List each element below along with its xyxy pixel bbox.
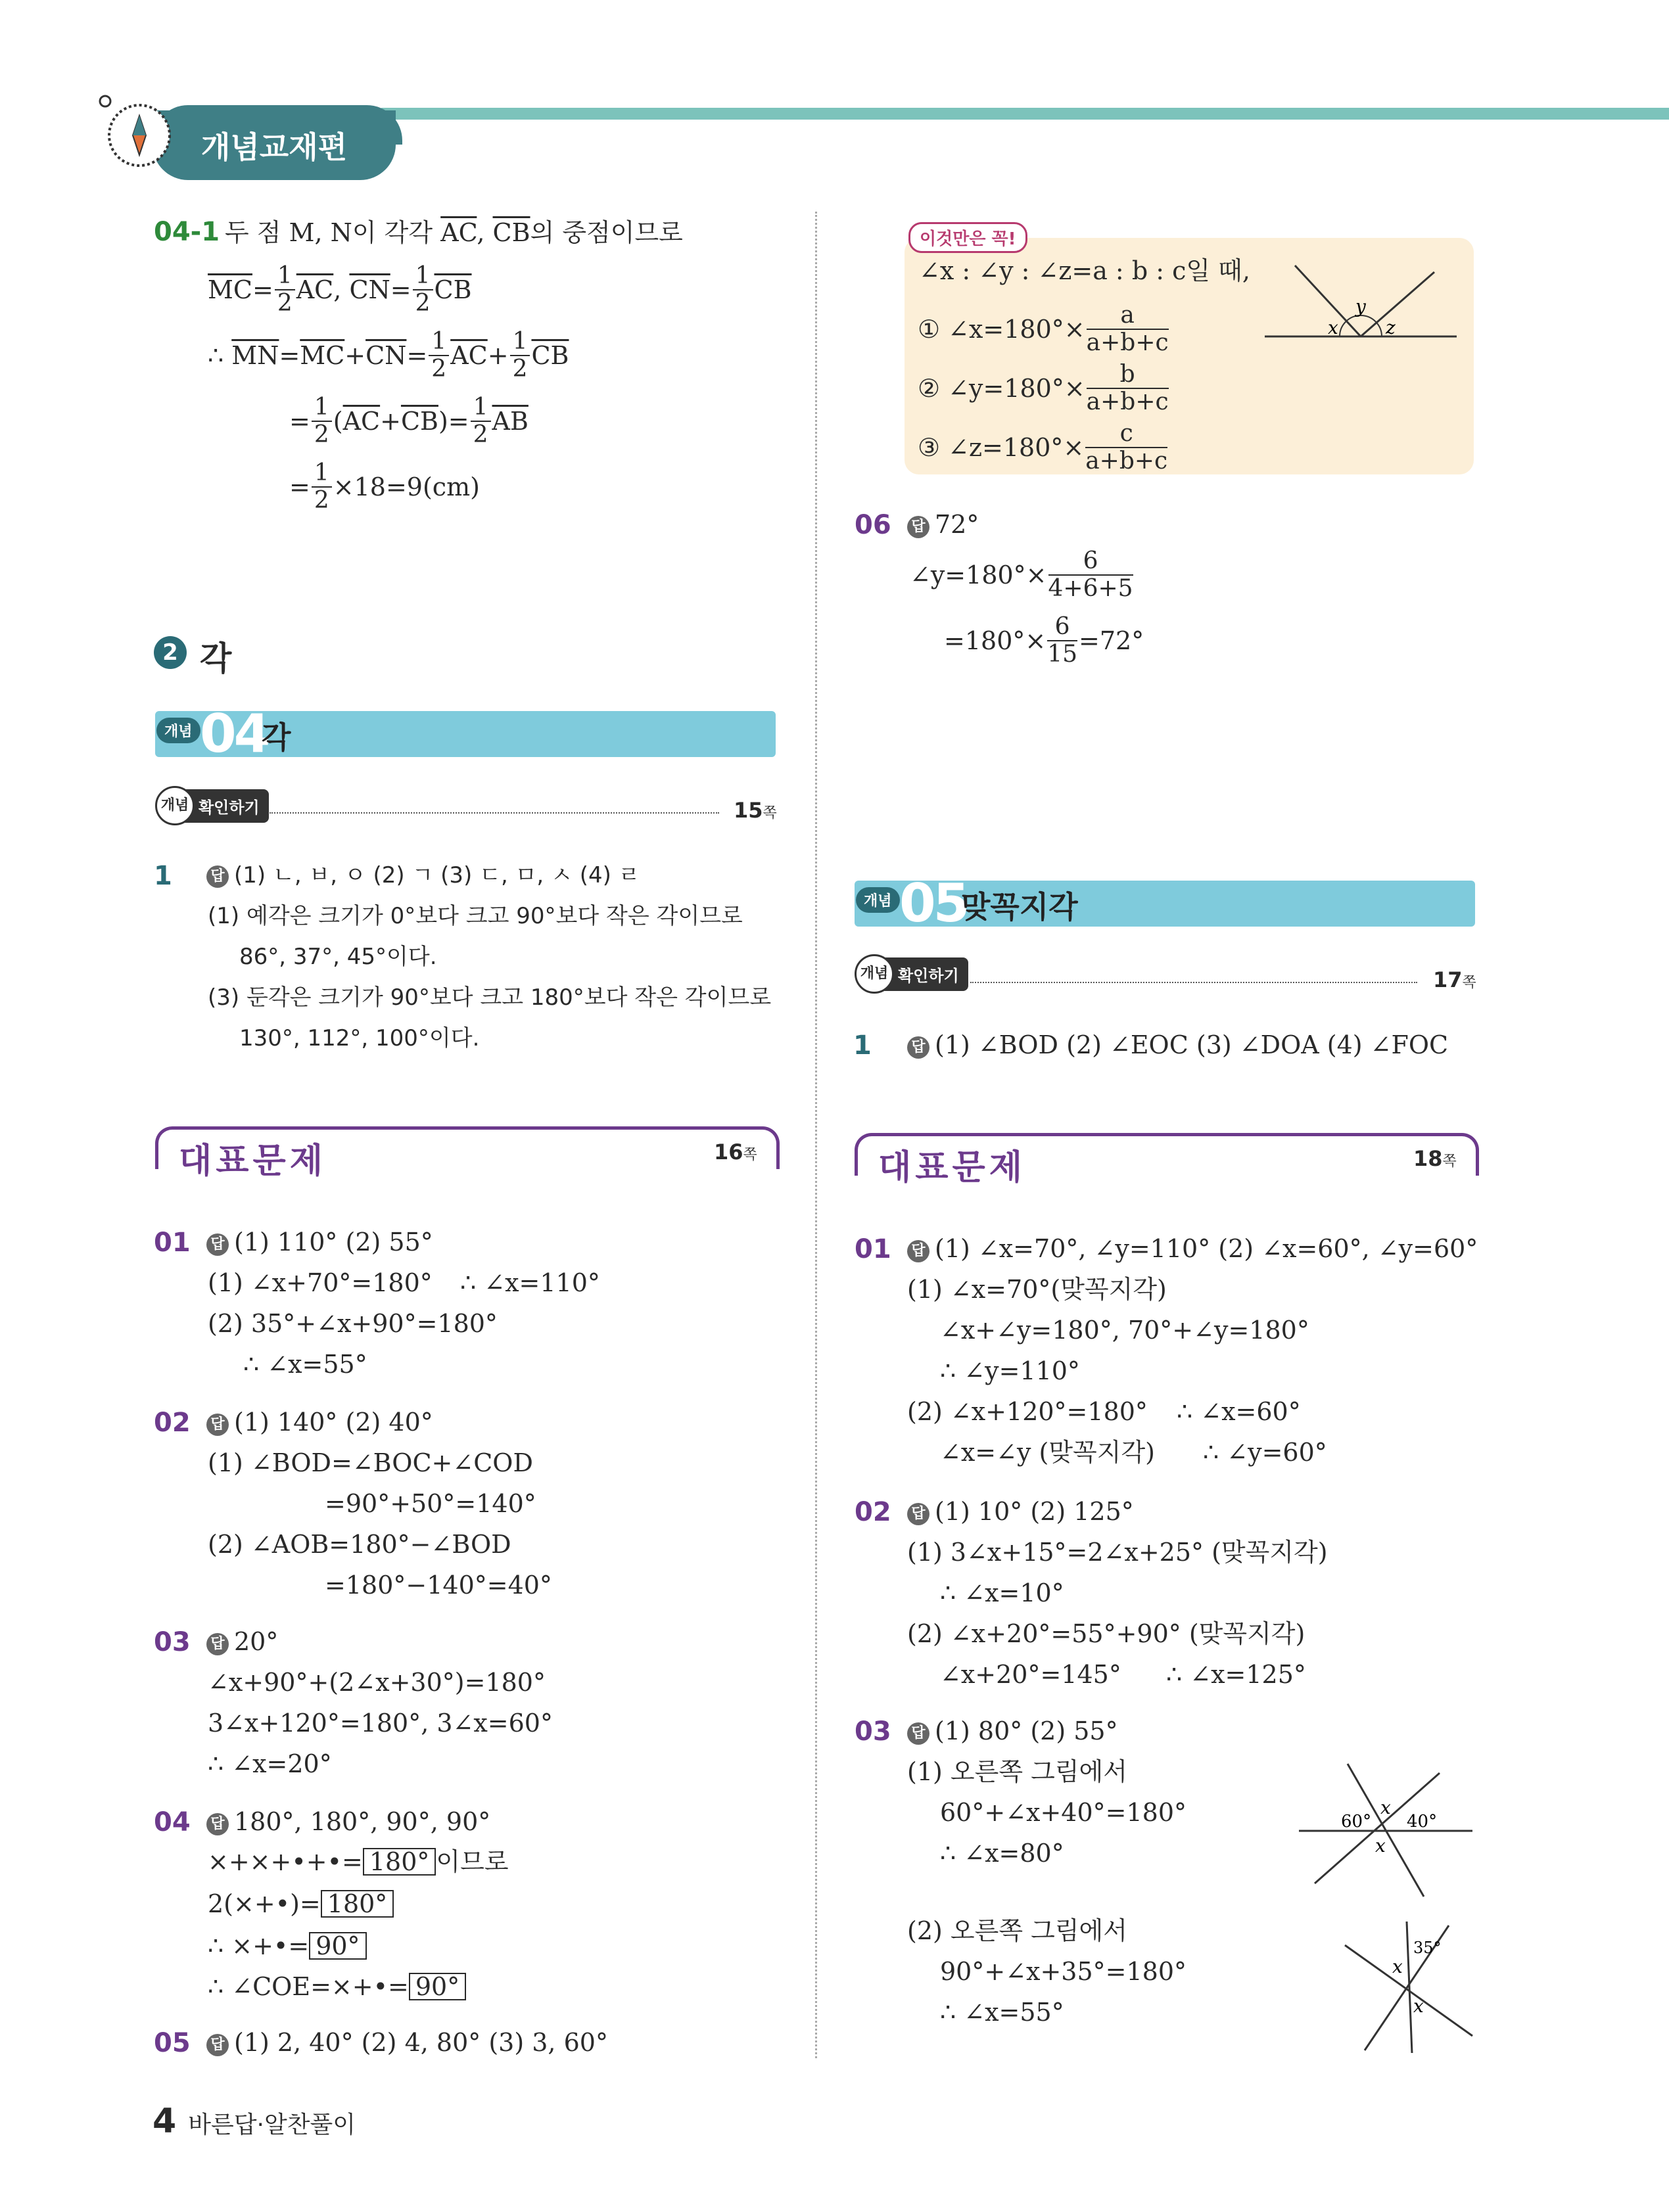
svg-text:x: x [1380,1797,1391,1818]
text-line: 86°, 37°, 45°이다. [239,944,437,970]
answer-icon: 답 [907,1722,929,1745]
concept-title: 맞꼭지각 [961,889,1078,925]
svg-text:x: x [1375,1835,1386,1856]
check-label: 개념 확인하기 [855,954,968,994]
text-line: (1) ∠x=70°(맞꼭지각) [907,1275,1167,1304]
problem-number: 03 [855,1717,891,1747]
text-line: 130°, 112°, 100°이다. [239,1025,480,1051]
equation-line: $\overline{MC}$ = $\frac{1}{2}$ $\overline{AC}$ , $\overline{CN}$ = $\frac{1}{2}$ $\overline{CB}$ [208,262,472,317]
text-line: ∠x+90°+(2∠x+30°)=180° [208,1668,546,1697]
answer-line: 답 (1) 2, 40° (2) 4, 80° (3) 3, 60° [206,2029,608,2056]
header-bar [381,108,1669,120]
answer-line: 답 (1) 110° (2) 55° [206,1229,433,1256]
answer-line: 답 (1) 140° (2) 40° [206,1409,433,1436]
formula-line: ② ∠y=180°× $\frac{b}{a+b+c}$ [918,361,1169,415]
svg-text:x: x [1413,1995,1424,2017]
answer-line: 답 180°, 180°, 90°, 90° [206,1809,490,1835]
problem-number: 1 [853,1030,872,1061]
answer-icon: 답 [206,1233,229,1256]
text-line: 90°+∠x+35°=180° [940,1957,1187,1986]
text-line: ∴ ∠y=60° [1203,1438,1327,1467]
text-line: ∴ ∠x=55° [243,1350,367,1379]
text-line: ∴ ∠y=110° [940,1356,1080,1385]
problem-number: 06 [855,510,891,540]
problem-number: 05 [154,2028,191,2058]
section-title: 각 [200,639,232,678]
answer-icon: 답 [206,1414,229,1436]
answer-icon: 답 [206,865,229,888]
compass-icon [96,92,175,171]
svg-text:40°: 40° [1407,1812,1438,1832]
text-line: ∴ ∠x=125° [1166,1660,1306,1689]
answer-icon: 답 [907,1503,929,1525]
text-line: 3∠x+120°=180°, 3∠x=60° [208,1709,553,1738]
angle-figure [1262,256,1459,348]
text-line: (2) ∠AOB=180°−∠BOD [208,1530,511,1559]
vertical-angles-figure-1 [1295,1761,1479,1906]
answer-icon: 답 [206,2034,229,2056]
text-line: (3) 둔각은 크기가 90°보다 크고 180°보다 작은 각이므로 [208,984,772,1011]
text-line: =180°−140°=40° [325,1571,552,1600]
svg-text:x: x [1328,317,1338,338]
answer-icon: 답 [907,1240,929,1262]
text-line: (2) ∠x+20°=55°+90° (맞꼭지각) [907,1619,1305,1648]
answer-line: 답 (1) ∠BOD (2) ∠EOC (3) ∠DOA (4) ∠FOC [907,1032,1448,1059]
svg-text:z: z [1386,317,1396,338]
column-divider [815,212,817,2058]
text-line: =90°+50°=140° [325,1489,536,1518]
text-line: ∴ ∠x=55° [940,1998,1064,2027]
svg-text:y: y [1355,296,1366,317]
svg-text:60°: 60° [1341,1812,1372,1832]
dotted-leader [970,982,1417,983]
concept-badge: 개념 [156,718,200,743]
text-line: ∴ ∠x=80° [940,1839,1064,1868]
formula-line: ③ ∠z=180°× $\frac{c}{a+b+c}$ [918,420,1168,474]
equation-line: ∴ $\overline{MN}$ = $\overline{MC}$ + $\overline{CN}$ = $\frac{1}{2}$ $\overline{AC}$ + $\frac{1}{2}$ $\overline{CB}$ [208,328,569,382]
text-line: ∠x : ∠y : ∠z=a : b : c일 때, [919,256,1250,285]
problem-number: 04 [154,1807,191,1837]
answer-line: 답 (1) 10° (2) 125° [907,1498,1134,1525]
concept-number: 05 [899,873,968,934]
footer [153,2102,356,2141]
note-label: 이것만은 꼭! [908,222,1027,253]
text-line: ∴ ∠COE=×+•= 90° [208,1973,466,2000]
text-line: (1) 오른쪽 그림에서 [907,1757,1127,1786]
page-ref: 16쪽 [714,1140,757,1164]
answer-icon: 답 [907,1036,929,1059]
page-ref: 18쪽 [1413,1146,1457,1171]
problem-number: 04-1 [154,217,220,247]
header-label: 개념교재편 [200,129,348,165]
problem-number: 1 [154,861,172,891]
equation-line: = $\frac{1}{2}$ ×18=9(cm) [289,459,480,514]
page-ref: 15쪽 [734,798,777,823]
equation-line: ∠y=180°× $\frac{6}{4+6+5}$ [910,547,1133,602]
text-line: ∴ ×+•= 90° [208,1932,367,1960]
footer-text: 바른답·알찬풀이 [188,2111,356,2138]
text-line: (2) 35°+∠x+90°=180° [208,1309,498,1338]
svg-text:x: x [1392,1956,1403,1977]
text-line: ∠x+20°=145° [940,1660,1121,1689]
text-line: ∴ ∠x=10° [940,1578,1064,1607]
problem-number: 01 [154,1228,191,1258]
svg-text:35°: 35° [1413,1939,1442,1957]
problem-number: 03 [154,1627,191,1657]
problem-number: 02 [855,1497,891,1527]
problem-number: 02 [154,1408,191,1438]
rep-title: 대표문제 [878,1148,1026,1187]
check-label: 개념 확인하기 [155,786,269,825]
answer-icon: 답 [206,1633,229,1655]
text-line: 2(×+•)= 180° [208,1890,394,1918]
dotted-leader [270,812,719,814]
problem-number: 01 [855,1234,891,1264]
answer-line: 답 20° [206,1628,278,1655]
section-number: 2 [154,636,187,669]
text-line: ∴ ∠x=20° [208,1749,332,1778]
text-line: (1) ∠x+70°=180° [208,1268,433,1297]
vertical-angles-figure-2 [1341,1919,1479,2057]
equation-line: =180°× $\frac{6}{15}$ =72° [944,613,1144,668]
text-line: ∠x+∠y=180°, 70°+∠y=180° [940,1316,1309,1345]
concept-badge: 개념 [856,887,900,913]
equation-line: = $\frac{1}{2}$ ( $\overline{AC}$ + $\overline{CB}$ )= $\frac{1}{2}$ $\overline{AB}$ [289,394,529,448]
text-line: (1) 예각은 크기가 0°보다 크고 90°보다 작은 각이므로 [208,903,743,929]
text-line: (1) ∠BOD=∠BOC+∠COD [208,1448,533,1477]
text-line: ∴ ∠x=60° [1177,1397,1301,1426]
text-line: ∴ ∠x=110° [460,1268,600,1297]
concept-title: 각 [262,720,291,755]
text-line: (2) ∠x+120°=180° [907,1397,1148,1426]
rep-title: 대표문제 [179,1141,327,1181]
answer-line: 답 (1) ㄴ, ㅂ, ㅇ (2) ㄱ (3) ㄷ, ㅁ, ㅅ (4) ㄹ [206,862,640,888]
answer-line: 답 (1) 80° (2) 55° [907,1718,1118,1745]
text-line: ×+×+•+•= 180° 이므로 [208,1847,509,1876]
text-line: 60°+∠x+40°=180° [940,1798,1187,1827]
concept-number: 04 [200,703,268,764]
text-line: (2) 오른쪽 그림에서 [907,1916,1127,1945]
text-line: 두 점 M, N이 각각 $\overline{AC}$, $\overline{CB}$의 중점이므로 [225,218,683,247]
page-ref: 17쪽 [1433,967,1476,992]
answer-line: 답 (1) ∠x=70°, ∠y=110° (2) ∠x=60°, ∠y=60° [907,1235,1478,1262]
formula-line: ① ∠x=180°× $\frac{a}{a+b+c}$ [918,302,1169,356]
text-line: (1) 3∠x+15°=2∠x+25° (맞꼭지각) [907,1538,1328,1567]
answer-line: 답 72° [907,511,979,538]
answer-icon: 답 [206,1813,229,1835]
text-line: ∠x=∠y (맞꼭지각) [940,1438,1155,1467]
answer-icon: 답 [907,516,929,538]
page-number: 4 [153,2102,177,2141]
